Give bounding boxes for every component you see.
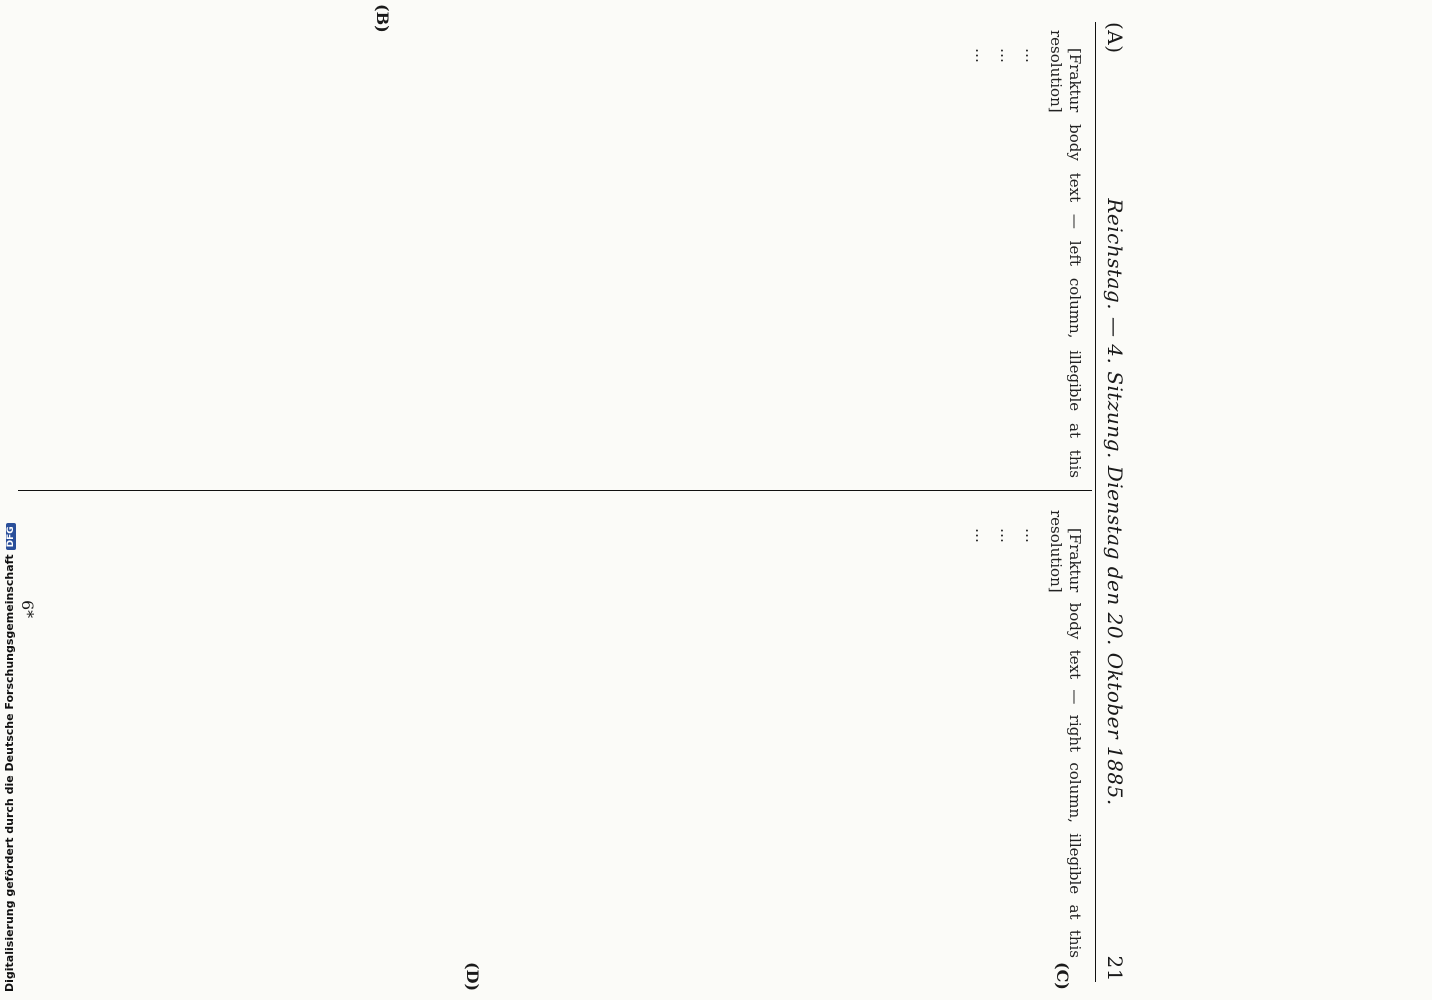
credit-text — [3, 523, 16, 992]
page-header — [1098, 22, 1132, 982]
header-rule — [1095, 22, 1096, 982]
credit-label: Digitalisierung gefördert durch die Deutsche Forschungsgemeinschaft — [3, 554, 16, 992]
paragraph: … — [997, 48, 1015, 63]
paragraph: … — [1022, 48, 1040, 63]
column-divider — [12, 490, 1092, 491]
paragraph: … — [972, 48, 990, 63]
margin-label-d: (D) — [463, 962, 482, 992]
right-column — [24, 510, 1084, 958]
page-title: Reichstag. — 4. Sitzung. Dienstag den 20. Oktober 1885. — [1103, 198, 1127, 806]
paragraph: … — [972, 528, 990, 543]
margin-label-b: (B) — [373, 4, 392, 33]
margin-label-a: (A) — [1103, 22, 1127, 54]
page-number: 21 — [1103, 955, 1127, 982]
credit-strip — [0, 0, 18, 1000]
dfg-logo: DFG — [6, 523, 16, 550]
left-column — [24, 30, 1084, 478]
paragraph: [Fraktur body text — right column, illegible at this resolution] — [1047, 510, 1084, 958]
paragraph: [Fraktur body text — left column, illegible at this resolution] — [1047, 30, 1084, 478]
paragraph: … — [1022, 528, 1040, 543]
paragraph: … — [997, 528, 1015, 543]
margin-label-c: (C) — [1053, 962, 1072, 990]
signature-mark: 6* — [18, 600, 37, 619]
